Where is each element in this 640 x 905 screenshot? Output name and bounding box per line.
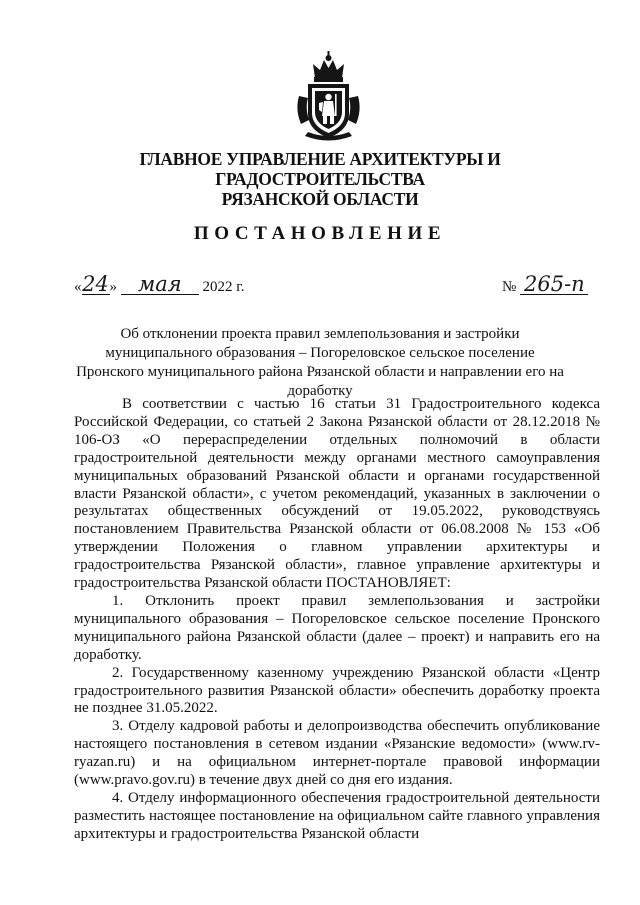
item-3: 3. Отделу кадровой работы и делопроизводства обеспечить опубликование настоящего постановления в сетевом издании «Рязанские ведомости» (www.rv-ryazan.ru) и на официальном интернет-портале правовой информации (www.pravo.gov.ru) в течение двух дней со дня его издания. [74, 718, 600, 789]
item-4: 4. Отделу информационного обеспечения градостроительной деятельности разместить настоящее постановление на официальном сайте главного управления архитектуры и градостроительства Рязанской области [74, 789, 600, 842]
date-number-row [74, 270, 594, 300]
coat-of-arms-icon [291, 50, 366, 145]
document-number [502, 274, 588, 296]
org-line-2: РЯЗАНСКОЙ ОБЛАСТИ [221, 189, 419, 209]
document-subject: Об отклонении проекта правил землепользования и застройки муниципального образования – Погореловское сельское поселение Пронского муниципального района Рязанской области и направлении его на доработку [76, 326, 564, 399]
number-value-handwritten: 265-п [520, 274, 588, 295]
date-year: 2022 г. [202, 279, 245, 295]
document-type-title: ПОСТАНОВЛЕНИЕ [193, 223, 447, 244]
document-body [74, 396, 600, 844]
number-prefix: № [501, 279, 517, 295]
org-line-1: ГЛАВНОЕ УПРАВЛЕНИЕ АРХИТЕКТУРЫ И ГРАДОСТРОИТЕЛЬСТВА [139, 149, 501, 189]
item-1: 1. Отклонить проект правил землепользования и застройки муниципального образования – Погореловское сельское поселение Пронского муниципального района Рязанской области (далее – проект) и направить его на доработку. [74, 592, 600, 663]
date-close-quote: » [109, 279, 117, 295]
date-open-quote: « [74, 279, 82, 295]
preamble-paragraph: В соответствии с частью 16 статьи 31 Градостроительного кодекса Российской Федерации, со статьей 2 Закона Рязанской области от 28.12.2018 № 106-ОЗ «О перераспределении отдельных полномочий в области градостроительной деятельности между органами местного самоуправления муниципальных образований Рязанской области и органами государственной власти Рязанской области», с учетом рекомендаций, указанных в заключении о результатах общественных обсуждений от 19.05.2022, руководствуясь постановлением Правительства Рязанской области от 06.08.2008 № 153 «Об утверждении Положения о главном управлении архитектуры и градостроительства Рязанской области», главное управление архитектуры и градостроительства Рязанской области ПОСТАНОВЛЯЕТ: [74, 396, 600, 592]
date-month-handwritten: мая [121, 274, 199, 295]
date-day-handwritten: 24 [82, 272, 109, 296]
organization-name [40, 149, 600, 209]
document-date [74, 274, 244, 296]
item-2: 2. Государственному казенному учреждению Рязанской области «Центр градостроительного развития Рязанской области» обеспечить доработку проекта не позднее 31.05.2022. [74, 664, 600, 717]
